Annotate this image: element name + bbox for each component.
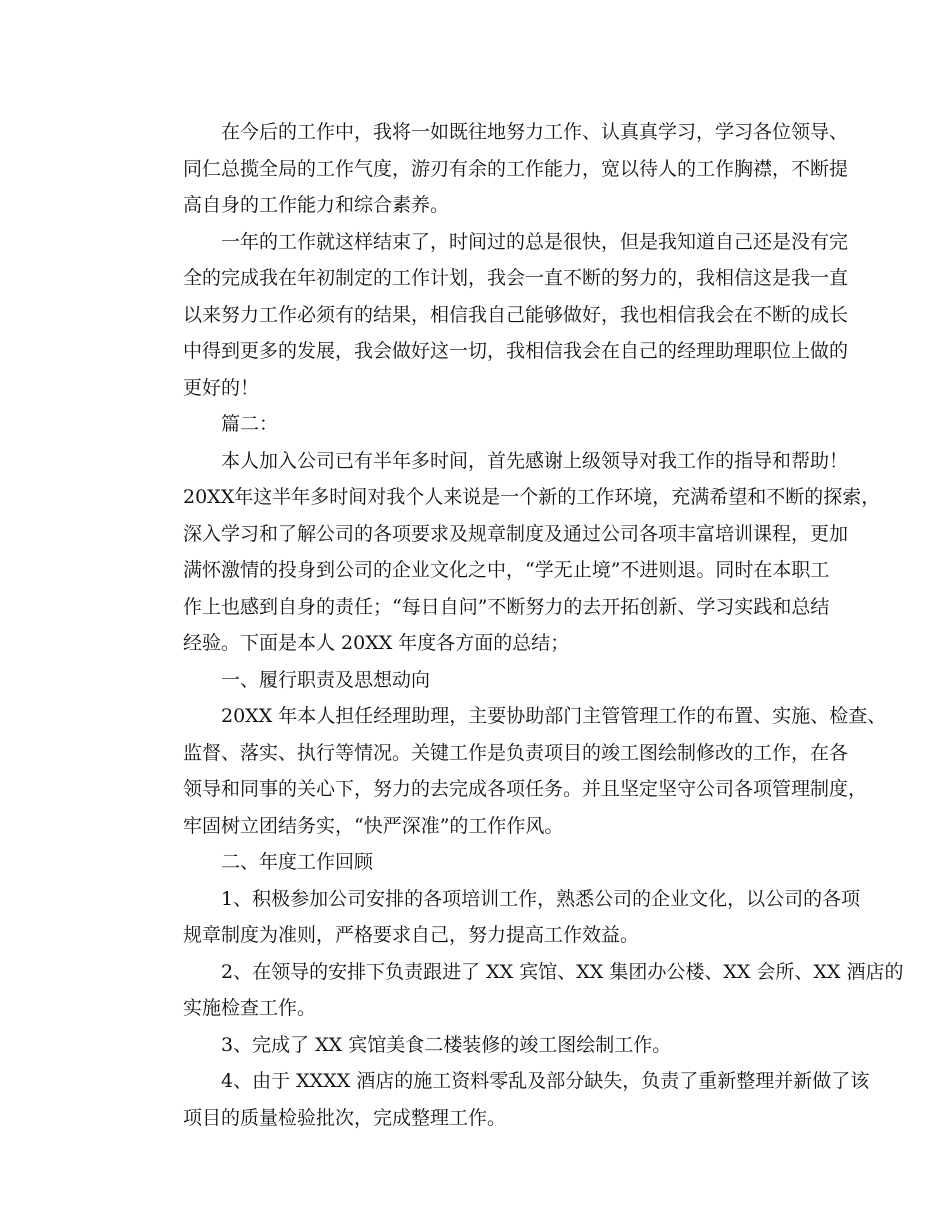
list-item-4 <box>145 1063 870 1136</box>
text-line: 监督、落实、执行等情况。关键工作是负责项目的竣工图绘制修改的工作，在各 <box>183 741 849 764</box>
text-line: 同仁总揽全局的工作气度，游刃有余的工作能力，宽以待人的工作胸襟，不断提 <box>183 157 849 180</box>
text-line: 20XX 年本人担任经理助理，主要协助部门主管管理工作的布置、实施、检查、 <box>221 705 887 727</box>
text-line: 规章制度为准则，严格要求自己，努力提高工作效益。 <box>183 924 640 946</box>
heading-text: 篇二： <box>221 413 279 435</box>
text-line: 作上也感到自身的责任；“每日自问”不断努力的去开拓创新、学习实践和总结 <box>183 595 830 618</box>
paragraph-3 <box>145 443 881 662</box>
text-line: 本人加入公司已有半年多时间，首先感谢上级领导对我工作的指导和帮助！ <box>221 449 849 472</box>
paragraph-2 <box>145 224 849 407</box>
document-page <box>145 114 904 1136</box>
section-heading-review <box>145 844 810 881</box>
text-line: 实施检查工作。 <box>183 997 317 1019</box>
text-line: 一年的工作就这样结束了，时间过的总是很快，但是我知道自己还是没有完 <box>221 230 849 253</box>
text-line: 3、完成了 XX 宾馆美食二楼装修的竣工图绘制工作。 <box>221 1033 672 1056</box>
text-line: 更好的！ <box>183 376 260 399</box>
section-heading-duties <box>145 662 810 699</box>
list-item-3 <box>145 1027 810 1064</box>
text-line: 深入学习和了解公司的各项要求及规章制度及通过公司各项丰富培训课程，更加 <box>183 522 849 545</box>
text-line: 领导和同事的关心下，努力的去完成各项任务。并且坚定坚守公司各项管理制度， <box>183 778 868 800</box>
section-heading-part-two <box>145 406 810 443</box>
paragraph-4 <box>145 698 887 844</box>
text-line: 在今后的工作中，我将一如既往地努力工作、认真真学习，学习各位领导、 <box>221 121 849 143</box>
text-line: 中得到更多的发展，我会做好这一切，我相信我会在自己的经理助理职位上做的 <box>183 340 849 362</box>
heading-text: 一、履行职责及思想动向 <box>221 668 431 691</box>
text-line: 高自身的工作能力和综合素养。 <box>183 194 450 216</box>
list-item-1 <box>145 881 861 954</box>
text-line: 1、积极参加公司安排的各项培训工作，熟悉公司的企业文化，以公司的各项 <box>221 887 861 910</box>
text-line: 满怀激情的投身到公司的企业文化之中，“学无止境”不进则退。同时在本职工 <box>183 559 830 581</box>
text-line: 2、在领导的安排下负责跟进了 XX 宾馆、XX 集团办公楼、XX 会所、XX 酒店的 <box>221 960 904 983</box>
text-line: 以来努力工作必须有的结果，相信我自己能够做好，我也相信我会在不断的成长 <box>183 303 849 326</box>
heading-text: 二、年度工作回顾 <box>221 851 374 873</box>
paragraph-1 <box>145 114 849 224</box>
text-line: 全的完成我在年初制定的工作计划，我会一直不断的努力的，我相信这是我一直 <box>183 267 849 289</box>
text-line: 项目的质量检验批次，完成整理工作。 <box>183 1106 507 1129</box>
text-line: 经验。下面是本人 20XX 年度各方面的总结； <box>183 632 570 654</box>
text-line: 4、由于 XXXX 酒店的施工资料零乱及部分缺失，负责了重新整理并新做了该 <box>221 1070 870 1092</box>
text-line: 牢固树立团结务实，“快严深准”的工作作风。 <box>183 814 564 837</box>
text-line: 20XX年这半年多时间对我个人来说是一个新的工作环境，充满希望和不断的探索， <box>183 486 881 508</box>
list-item-2 <box>145 954 904 1027</box>
